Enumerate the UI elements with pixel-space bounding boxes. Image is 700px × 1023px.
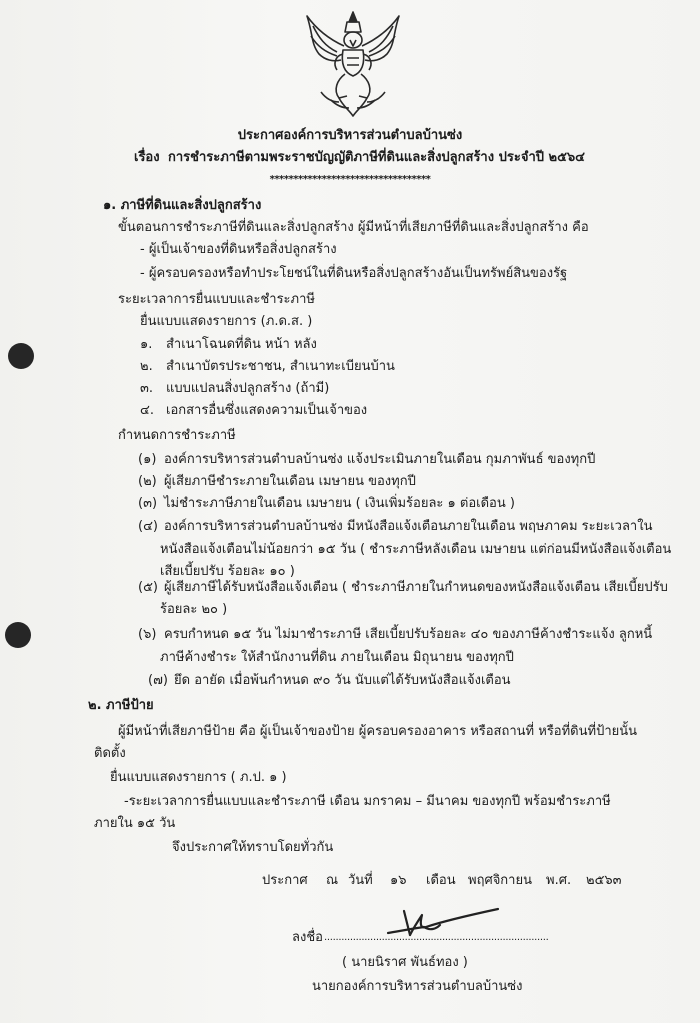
schedule-text: เสียเบี้ยปรับ ร้อยละ ๑๐ ) [160,564,295,579]
document-text: สำเนาโฉนดที่ดิน หน้า หลัง [166,337,317,352]
month-value: พฤศจิกายน [468,873,532,888]
schedule-text: ร้อยละ ๒๐ ) [160,602,228,617]
schedule-text: ผู้เสียภาษีได้รับหนังสือแจ้งเตือน ( ชำระภาษีภายในกำหนดของหนังสือแจ้งเตือน เสียเบี้ยปรับ [164,580,668,595]
sign-dots: .............................................................................. [324,932,549,943]
schedule-text: ยึด อายัด เมื่อพ้นกำหนด ๙๐ วัน นับแต่ได้รับหนังสือแจ้งเตือน [174,673,511,688]
sign-form-line: ยื่นแบบแสดงรายการ ( ภ.ป. ๑ ) [110,770,287,785]
day-label: วันที่ [348,873,373,888]
schedule-num: (๗) [148,673,168,688]
announced-label: ประกาศ [262,873,308,888]
document-text: เอกสารอื่นซึ่งแสดงความเป็นเจ้าของ [166,403,368,418]
closing-text: จึงประกาศให้ทราบโดยทั่วกัน [172,840,334,855]
payer-item: - ผู้ครอบครองหรือทำประโยชน์ในที่ดินหรือสิ่งปลูกสร้างอันเป็นทรัพย์สินของรัฐ [140,266,568,281]
schedule-text: องค์การบริหารส่วนตำบลบ้านซ่ง แจ้งประเมินภายในเดือน กุมภาพันธ์ ของทุกปี [164,452,596,467]
title-separator: ********************************** [269,174,431,185]
sign-payer-line: ติดตั้ง [94,746,126,761]
schedule-text: หนังสือแจ้งเตือนไม่น้อยกว่า ๑๕ วัน ( ชำระภาษีหลังเดือน เมษายน แต่ก่อนมีหนังสือแจ้งเตือน [160,542,672,557]
schedule-num: (๓) [138,496,158,511]
year-label: พ.ศ. [546,873,572,888]
schedule-text: ภาษีค้างชำระ ให้สำนักงานที่ดิน ภายในเดือน มิถุนายน ของทุกปี [160,650,514,665]
sign-payer-line: ผู้มีหน้าที่เสียภาษีป้าย คือ ผู้เป็นเจ้าของป้าย ผู้ครอบครองอาคาร หรือสถานที่ หรือที่ดินที่ป้ายนั้น [118,724,638,739]
announcement-title: ประกาศองค์การบริหารส่วนตำบลบ้านซ่ง [237,128,463,143]
schedule-text: ไม่ชำระภาษีภายในเดือน เมษายน ( เงินเพิ่มร้อยละ ๑ ต่อเดือน ) [164,496,515,511]
garuda-emblem-icon [303,10,403,118]
sign-label: ลงชื่อ [292,930,323,945]
announced-at: ณ [326,873,339,888]
section1-heading: ๑. ภาษีที่ดินและสิ่งปลูกสร้าง [103,198,262,213]
schedule-num: (๔) [138,519,158,534]
document-text: แบบแปลนสิ่งปลูกสร้าง (ถ้ามี) [166,381,330,396]
document-num: ๓. [140,381,154,396]
document-num: ๑. [140,337,153,352]
punch-hole-bottom [5,622,31,648]
year-value: ๒๕๖๓ [586,873,622,888]
form-line: ยื่นแบบแสดงรายการ (ภ.ด.ส. ) [140,314,313,329]
section1-intro: ขั้นตอนการชำระภาษีที่ดินและสิ่งปลูกสร้าง ผู้มีหน้าที่เสียภาษีที่ดินและสิ่งปลูกสร้าง คือ [118,220,589,235]
schedule-num: (๒) [138,474,157,489]
schedule-num: (๑) [138,452,157,467]
schedule-heading: กำหนดการชำระภาษี [118,428,236,443]
schedule-num: (๖) [138,627,157,642]
document-text: สำเนาบัตรประชาชน, สำเนาทะเบียนบ้าน [166,359,395,374]
month-label: เดือน [426,873,456,888]
section2-heading: ๒. ภาษีป้าย [88,698,154,713]
sign-period-line: -ระยะเวลาการยื่นแบบและชำระภาษี เดือน มกราคม – มีนาคม ของทุกปี พร้อมชำระภาษี [124,794,611,809]
subject-label: เรื่อง [134,150,160,165]
day-value: ๑๖ [390,873,407,888]
document-num: ๔. [140,403,154,418]
schedule-text: องค์การบริหารส่วนตำบลบ้านซ่ง มีหนังสือแจ้งเตือนภายในเดือน พฤษภาคม ระยะเวลาใน [164,519,653,534]
subject-text: การชำระภาษีตามพระราชบัญญัติภาษีที่ดินและสิ่งปลูกสร้าง ประจำปี ๒๕๖๔ [168,150,586,165]
payer-item: - ผู้เป็นเจ้าของที่ดินหรือสิ่งปลูกสร้าง [140,242,337,257]
schedule-text: ครบกำหนด ๑๕ วัน ไม่มาชำระภาษี เสียเบี้ยปรับร้อยละ ๔๐ ของภาษีค้างชำระแจ้ง ลูกหนี้ [164,627,653,642]
signer-position: นายกองค์การบริหารส่วนตำบลบ้านซ่ง [312,979,523,994]
document-num: ๒. [140,359,153,374]
schedule-num: (๕) [138,580,158,595]
signer-name: ( นายนิราศ พันธ์ทอง ) [342,955,468,970]
sign-period-line: ภายใน ๑๕ วัน [94,816,176,831]
period-heading: ระยะเวลาการยื่นแบบและชำระภาษี [118,292,315,307]
schedule-text: ผู้เสียภาษีชำระภายในเดือน เมษายน ของทุกปี [164,474,416,489]
punch-hole-top [8,343,34,369]
